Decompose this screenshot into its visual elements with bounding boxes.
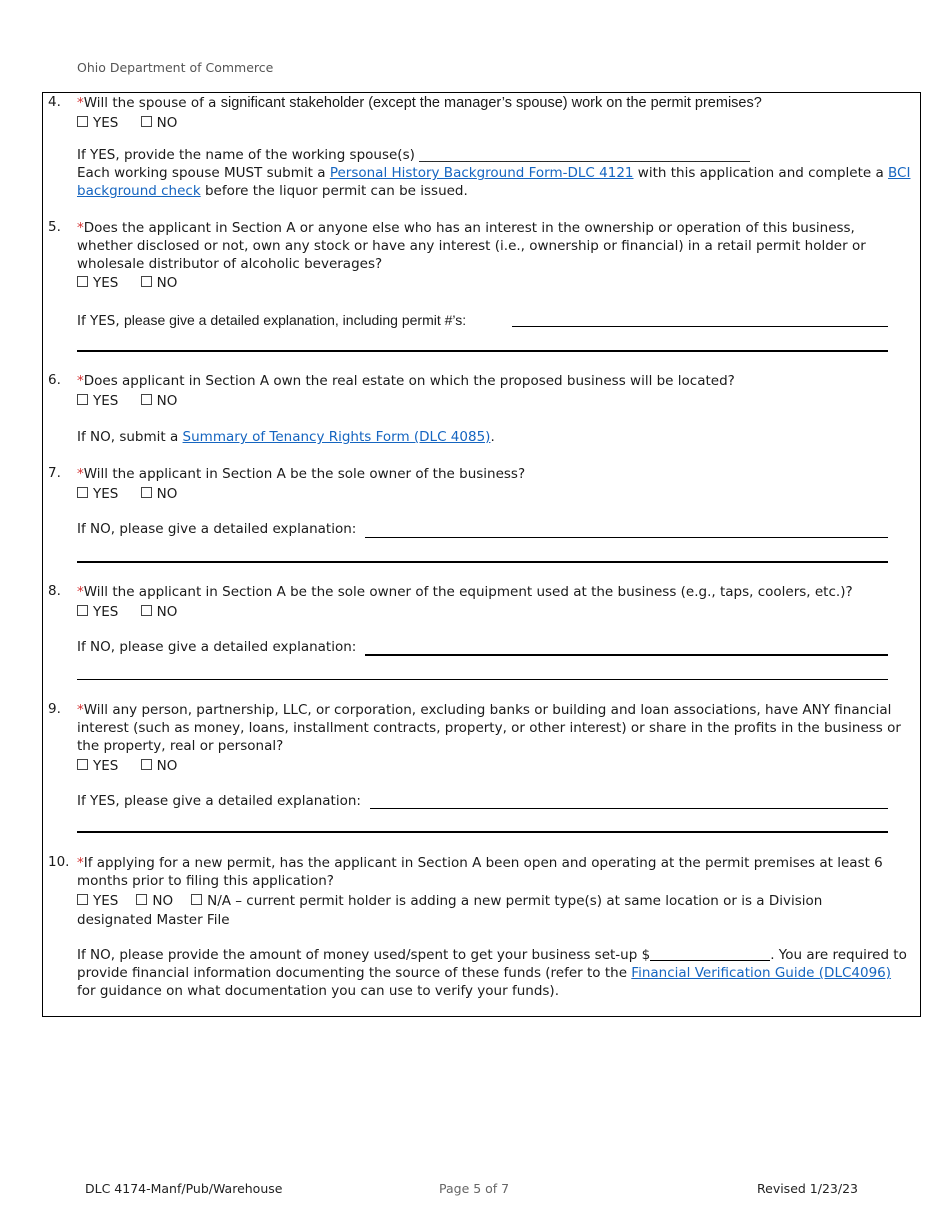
checkbox-icon <box>77 894 88 905</box>
question-text: *Does the applicant in Section A or anyone else who has an interest in the ownership or operation of this business, whether disclosed or not, own any stock or have any interest (i.e., ownership or financial) in a retail permit holder or wholesale distributor of alcoholic beverages? <box>77 220 866 272</box>
q5-options <box>77 275 195 291</box>
q7-explain-label: If NO, please give a detailed explanation: <box>77 521 357 537</box>
checkbox-icon <box>77 605 88 616</box>
question-number: 4. <box>48 94 61 110</box>
q7-options <box>77 486 195 502</box>
q4-spouse-name-field[interactable]: If YES, provide the name of the working spouse(s) _________________________________________________ <box>77 147 750 163</box>
q8-explain-label: If NO, please give a detailed explanation: <box>77 639 357 655</box>
agency-header: Ohio Department of Commerce <box>77 60 274 75</box>
question-number: 5. <box>48 219 61 235</box>
bci-background-check-link[interactable]: BCI background check <box>77 165 911 199</box>
checkbox-icon <box>77 116 88 127</box>
checkbox-icon <box>141 394 152 405</box>
question-text: *Will the applicant in Section A be the sole owner of the equipment used at the business (e.g., taps, coolers, etc.)? <box>77 584 853 600</box>
checkbox-icon <box>136 894 147 905</box>
q9-options <box>77 758 195 774</box>
required-star: * <box>77 220 84 236</box>
q10-note: If NO, please provide the amount of money used/spent to get your business set-up $ . You are required to provide financial information documenting the source of these funds (refer to the Financial Verification Guide (DLC4096) for guidance on what documentation you can use to verify your funds). <box>77 947 907 999</box>
checkbox-icon <box>77 394 88 405</box>
q5-explain-input[interactable] <box>512 326 888 327</box>
required-star: * <box>77 702 84 718</box>
question-text: *If applying for a new permit, has the applicant in Section A been open and operating at the permit premises at least 6 months prior to filing this application? <box>77 855 883 889</box>
checkbox-icon <box>141 487 152 498</box>
amount-input[interactable] <box>650 947 770 961</box>
checkbox-icon <box>77 487 88 498</box>
no-checkbox[interactable]: NO <box>141 393 178 409</box>
no-checkbox[interactable]: NO <box>141 275 178 291</box>
financial-verification-guide-link[interactable]: Financial Verification Guide (DLC4096) <box>631 965 892 981</box>
q10-options <box>77 892 857 930</box>
q8-options <box>77 604 195 620</box>
footer-page-number: Page 5 of 7 <box>439 1181 510 1196</box>
checkbox-icon <box>141 605 152 616</box>
na-checkbox[interactable]: N/A – current permit holder is adding a new permit type(s) at same location or is a Division designated Master File <box>77 893 823 928</box>
no-checkbox[interactable]: NO <box>136 892 173 911</box>
checkbox-icon <box>141 759 152 770</box>
required-star: * <box>77 373 84 389</box>
no-checkbox[interactable]: NO <box>141 115 178 131</box>
checkbox-icon <box>77 759 88 770</box>
question-number: 6. <box>48 372 61 388</box>
yes-checkbox[interactable]: YES <box>77 758 118 774</box>
question-text: *Will the applicant in Section A be the sole owner of the business? <box>77 466 526 482</box>
yes-checkbox[interactable]: YES <box>77 275 118 291</box>
checkbox-icon <box>191 894 202 905</box>
personal-history-form-link[interactable]: Personal History Background Form-DLC 4121 <box>329 165 634 181</box>
q4-options <box>77 115 195 131</box>
no-checkbox[interactable]: NO <box>141 486 178 502</box>
question-number: 7. <box>48 465 61 481</box>
q8-explain-input[interactable] <box>365 654 888 656</box>
q9-explain-label: If YES, please give a detailed explanation: <box>77 793 361 809</box>
yes-checkbox[interactable]: YES <box>77 115 118 131</box>
q7-explain-input[interactable] <box>365 537 888 538</box>
required-star: * <box>77 95 84 111</box>
q9-explain-input[interactable] <box>370 808 888 809</box>
question-text: *Will the spouse of a significant stakeholder (except the manager’s spouse) work on the permit premises? <box>77 95 762 111</box>
footer-form-id: DLC 4174-Manf/Pub/Warehouse <box>85 1181 283 1196</box>
question-text: *Will any person, partnership, LLC, or corporation, excluding banks or building and loan associations, have ANY financial interest (such as money, loans, installment contracts, property, or other interest) or share in the profits in the business or the property, real or personal? <box>77 702 901 754</box>
no-checkbox[interactable]: NO <box>141 604 178 620</box>
checkbox-icon <box>141 276 152 287</box>
required-star: * <box>77 584 84 600</box>
question-text: *Does applicant in Section A own the real estate on which the proposed business will be located? <box>77 373 735 389</box>
q8-explain-input-2[interactable] <box>77 679 888 680</box>
yes-checkbox[interactable]: YES <box>77 486 118 502</box>
checkbox-icon <box>77 276 88 287</box>
q5-explain-label: If YES, please give a detailed explanation, including permit #’s: <box>77 312 467 329</box>
required-star: * <box>77 855 84 871</box>
q6-options <box>77 393 195 409</box>
yes-checkbox[interactable]: YES <box>77 604 118 620</box>
q9-explain-input-2[interactable] <box>77 831 888 833</box>
no-checkbox[interactable]: NO <box>141 758 178 774</box>
checkbox-icon <box>141 116 152 127</box>
yes-checkbox[interactable]: YES <box>77 892 118 911</box>
yes-checkbox[interactable]: YES <box>77 393 118 409</box>
footer-revised-date: Revised 1/23/23 <box>757 1181 858 1196</box>
question-number: 8. <box>48 583 61 599</box>
tenancy-rights-form-link[interactable]: Summary of Tenancy Rights Form (DLC 4085) <box>182 429 491 445</box>
q6-note: If NO, submit a Summary of Tenancy Rights Form (DLC 4085). <box>77 429 495 445</box>
required-star: * <box>77 466 84 482</box>
q4-note: Each working spouse MUST submit a Personal History Background Form-DLC 4121 with this application and complete a BCI background check before the liquor permit can be issued. <box>77 165 911 199</box>
q5-explain-input-2[interactable] <box>77 350 888 352</box>
question-number: 9. <box>48 701 61 717</box>
q7-explain-input-2[interactable] <box>77 561 888 563</box>
question-number: 10. <box>48 854 70 870</box>
